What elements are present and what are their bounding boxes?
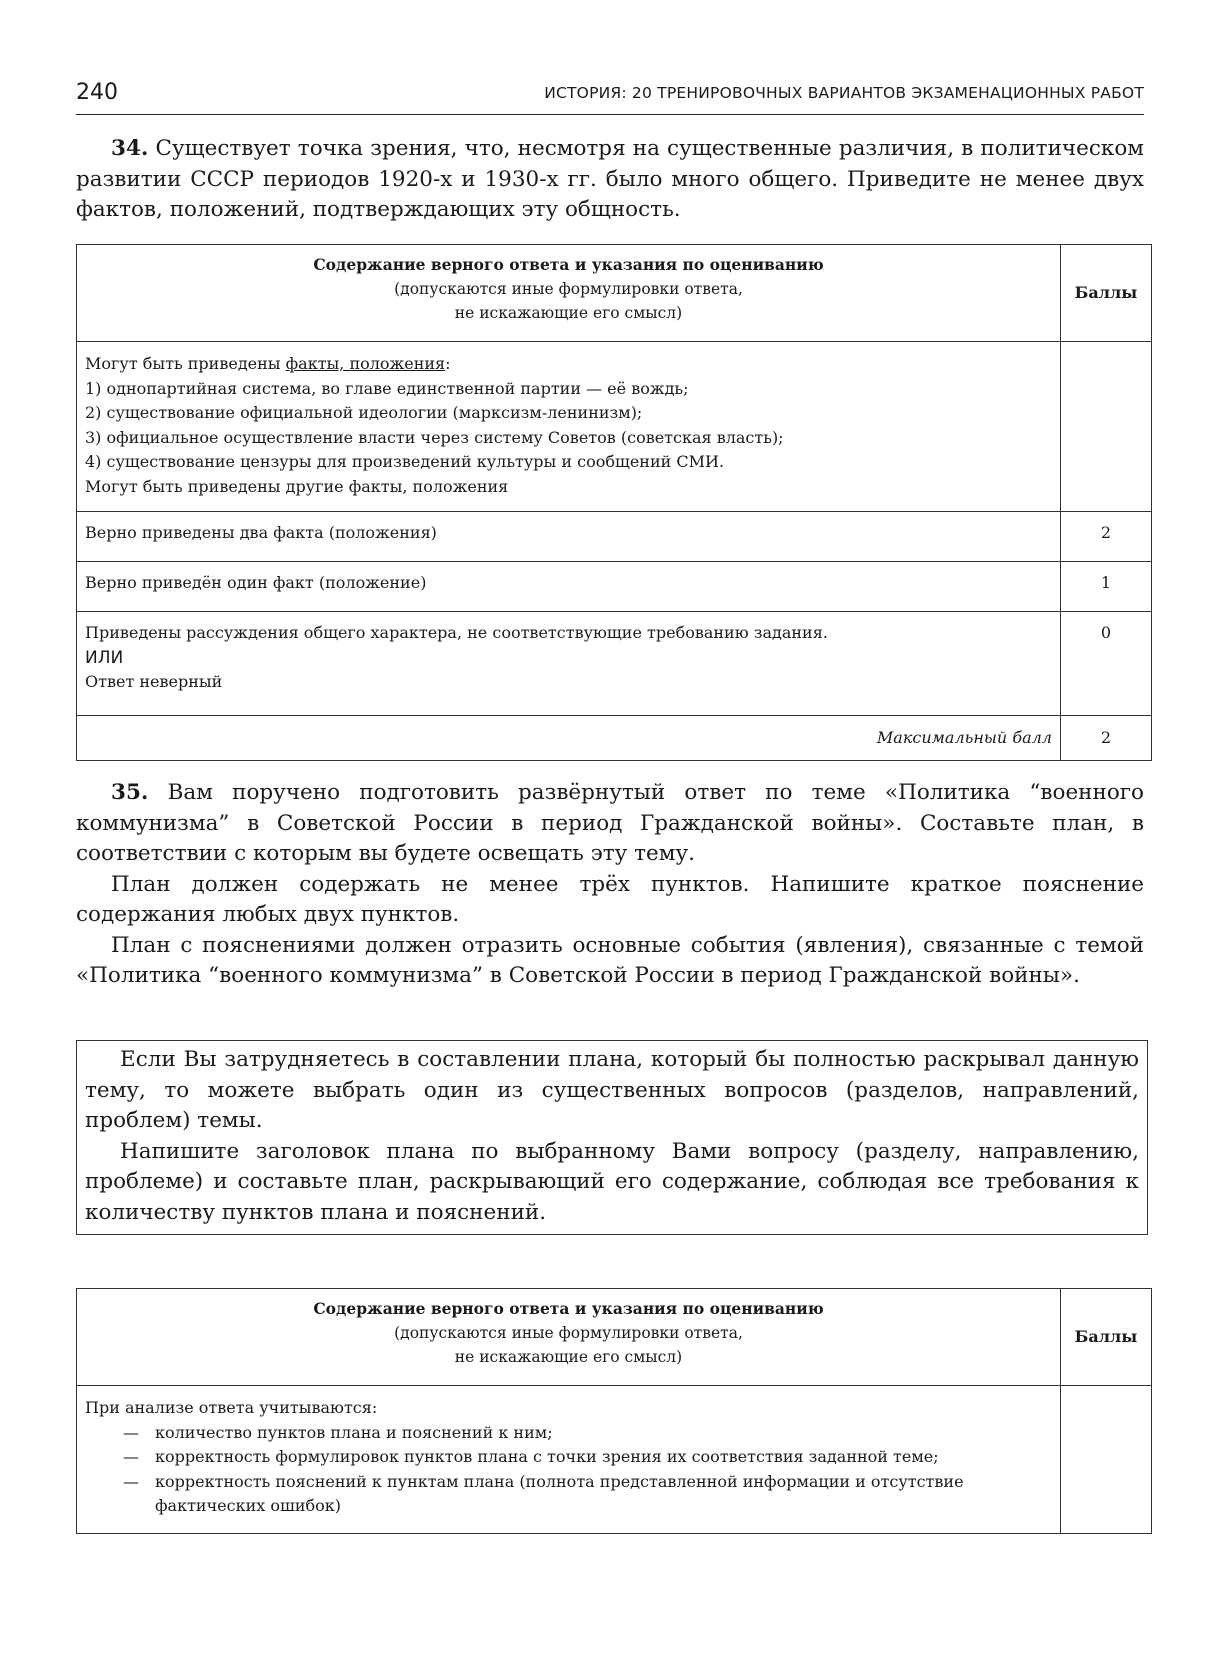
page-number: 240 [76,80,118,105]
or-label: ИЛИ [85,647,124,668]
hint-paragraph: Напишите заголовок плана по выбранному Вами вопросу (разделу, направлению, проблеме) и составьте план, раскрывающий его содержание, соблюдая все требования к количеству пунктов плана и пояснений. [85,1138,1139,1225]
score-cell-empty [1061,342,1152,512]
answer-item: 2) существование официальной идеологии (марксизм-ленинизм); [85,403,643,422]
question-34-text: Существует точка зрения, что, несмотря на существенные различия, в политическом развитии СССР периодов 1920-х и 1930-х гг. было много общего. Приведите не менее двух фактов, положений, подтверждающих эту общность. [76,136,1144,222]
answer-other: Могут быть приведены другие факты, положения [85,476,509,496]
table-header-note-2: не искажающие его смысл) [454,1348,683,1366]
question-35-text: Вам поручено подготовить развёрнутый ответ по теме «Политика “военного коммунизма” в Советской России в период Гражданской войны». Составьте план, в соответствии с которым вы будете освещать эту тему. [76,780,1144,866]
hint-paragraph: Если Вы затрудняетесь в составлении плана, который бы полностью раскрывал данную тему, то можете выбрать один из существенных вопросов (разделов, направлений, проблем) темы. [85,1047,1139,1133]
answer-content-cell [77,342,1061,512]
running-title: ИСТОРИЯ: 20 ТРЕНИРОВОЧНЫХ ВАРИАНТОВ ЭКЗАМЕНАЦИОННЫХ РАБОТ [544,84,1144,102]
wrong-answer-text: Ответ неверный [85,672,223,691]
table-row [77,716,1152,761]
grading-table-35 [76,1288,1152,1534]
answer-item: 4) существование цензуры для произведений культуры и сообщений СМИ. [85,452,725,471]
criterion-cell: Верно приведены два факта (положения) [77,512,1061,562]
list-item: — корректность пояснений к пунктам плана (полнота представленной информации и отсутствие фактических ошибок) [123,1471,964,1515]
score-column-header: Баллы [1061,1289,1152,1386]
score-cell-empty [1061,1386,1152,1534]
list-item: — корректность формулировок пунктов плана с точки зрения их соответствия заданной теме; [123,1447,939,1466]
page-header [76,78,1144,115]
table-row [77,512,1152,562]
max-score-value: 2 [1061,716,1152,761]
table-header-title: Содержание верного ответа и указания по оцениванию [313,1299,824,1318]
table-header-row [77,245,1152,342]
question-34-number: 34. [111,136,149,161]
table-header-title: Содержание верного ответа и указания по оцениванию [313,255,824,274]
answer-item: 3) официальное осуществление власти через систему Советов (советская власть); [85,427,784,447]
score-cell: 1 [1061,562,1152,612]
question-35-paragraph: План с пояснениями должен отразить основные события (явления), связанные с темой «Политика “военного коммунизма” в Советской России в период Гражданской войны». [76,932,1144,988]
answer-intro: Могут быть приведены факты, положения: [85,354,451,373]
list-item: — количество пунктов плана и пояснений к ним; [123,1422,553,1442]
answer-item: 1) однопартийная система, во главе единственной партии — её вождь; [85,378,689,398]
question-35 [76,778,1144,992]
analysis-list [85,1421,1052,1519]
table-row [77,342,1152,512]
table-header-row [77,1289,1152,1386]
grading-table-34 [76,244,1152,761]
table-header-note-1: (допускаются иные формулировки ответа, [394,1324,743,1342]
table-header-content [77,1289,1061,1386]
table-header-content [77,245,1061,342]
analysis-criteria-cell [77,1386,1061,1534]
table-row [77,562,1152,612]
question-35-number: 35. [111,780,149,805]
max-score-label: Максимальный балл [77,716,1061,761]
criterion-cell-zero [77,612,1061,716]
score-column-header: Баллы [1061,245,1152,342]
table-header-note-1: (допускаются иные формулировки ответа, [394,280,743,298]
table-row [77,612,1152,716]
table-header-note-2: не искажающие его смысл) [454,304,683,322]
question-35-paragraph: План должен содержать не менее трёх пунктов. Напишите краткое пояснение содержания любых двух пунктов. [76,871,1144,927]
score-cell: 0 [1061,612,1152,716]
table-row [77,1386,1152,1534]
criterion-cell: Верно приведён один факт (положение) [77,562,1061,612]
analysis-intro: При анализе ответа учитываются: [85,1398,378,1417]
score-cell: 2 [1061,512,1152,562]
zero-criterion-text: Приведены рассуждения общего характера, не соответствующие требованию задания. [85,623,828,642]
hint-box [76,1040,1148,1235]
question-34 [76,134,1144,226]
